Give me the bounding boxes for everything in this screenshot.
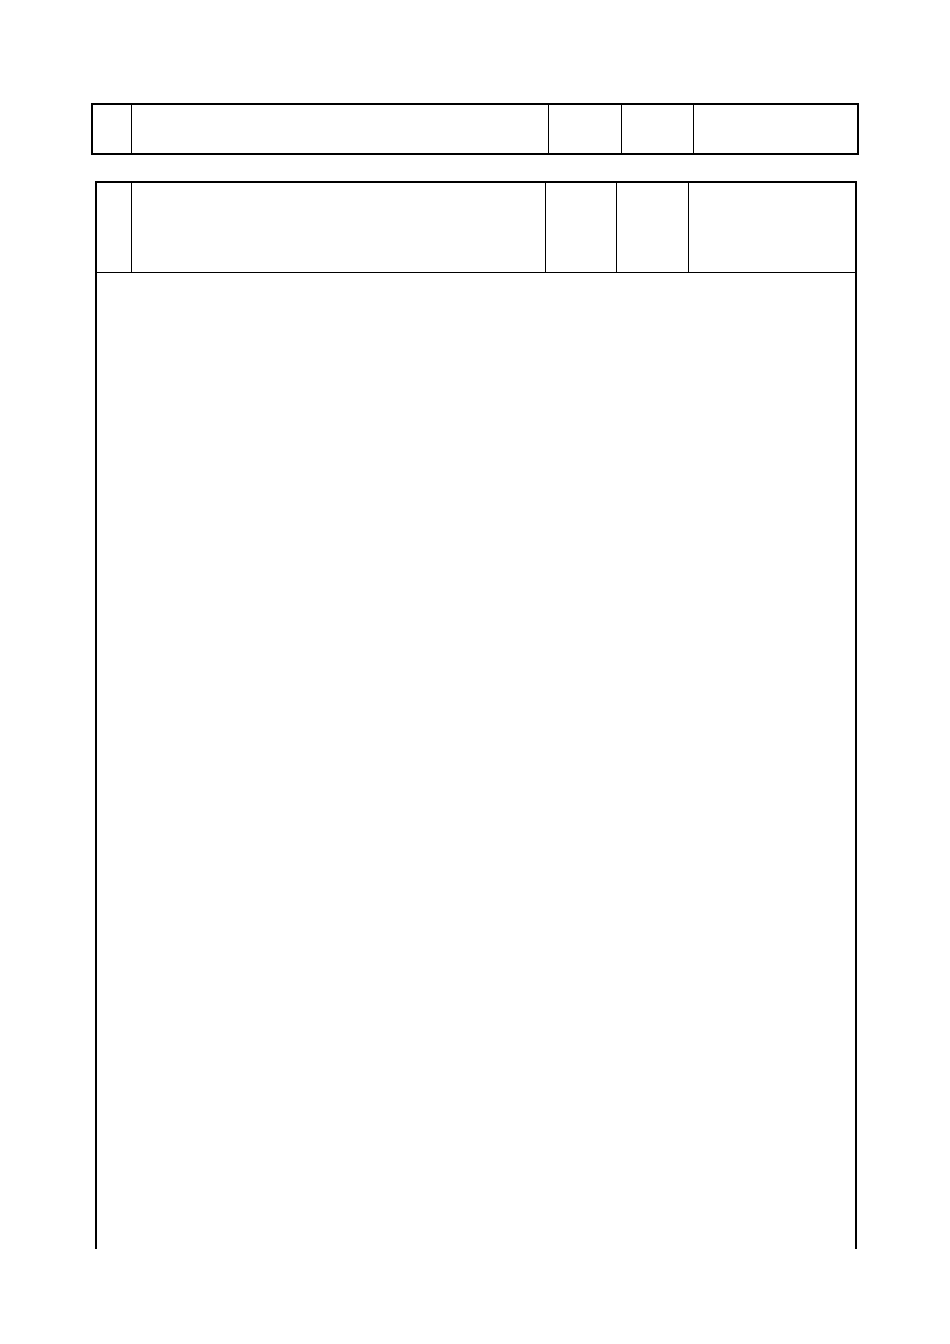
column-divider <box>621 105 622 153</box>
column-divider <box>548 105 549 153</box>
table-header-row <box>97 183 855 273</box>
row-seq <box>93 105 131 153</box>
column-divider <box>131 105 132 153</box>
column-divider <box>693 105 694 153</box>
archive-table <box>95 181 857 1249</box>
continued-table <box>91 103 859 155</box>
